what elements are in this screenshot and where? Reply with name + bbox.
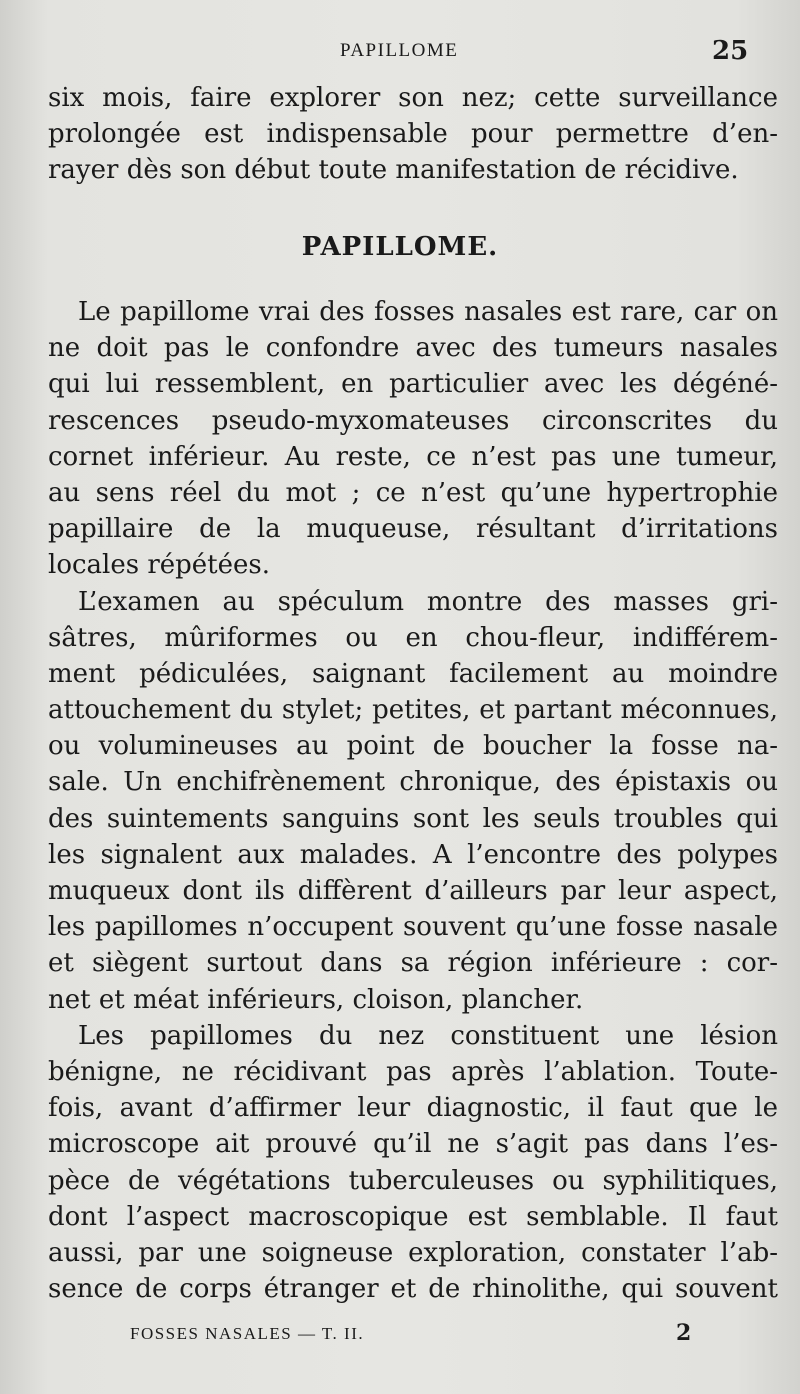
text-line: des suintements sanguins sont les seuls troubles qui <box>48 803 778 834</box>
text-line: Le papillome vrai des fosses nasales est rare, car on <box>78 297 778 327</box>
text-line: ne doit pas le confondre avec des tumeurs nasales <box>48 333 778 364</box>
text-line: microscope ait prouvé qu’il ne s’agit pas dans l’es- <box>48 1129 778 1160</box>
paragraph <box>48 294 778 584</box>
text-line: et siègent surtout dans sa région inférieure : cor- <box>48 948 778 979</box>
text-line: attouchement du stylet; petites, et partant méconnues, <box>48 695 778 726</box>
text-line: cornet inférieur. Au reste, ce n’est pas une tumeur, <box>48 441 778 472</box>
text-line: locales répétées. <box>48 550 271 581</box>
text-line: les papillomes n’occupent souvent qu’une fosse nasale <box>48 912 778 943</box>
text-line: qui lui ressemblent, en particulier avec les dégéné- <box>48 369 778 400</box>
text-line: rayer dès son début toute manifestation de récidive. <box>48 155 739 186</box>
text-line: net et méat inférieurs, cloison, plancher. <box>48 984 584 1015</box>
text-line: prolongée est indispensable pour permettre d’en- <box>48 119 778 150</box>
section-heading: PAPILLOME. <box>301 232 499 262</box>
text-line: pèce de végétations tuberculeuses ou syphilitiques, <box>48 1165 778 1196</box>
text-line: L’examen au spéculum montre des masses gri- <box>78 586 778 617</box>
text-line: muqueux dont ils diffèrent d’ailleurs par leur aspect, <box>48 876 778 906</box>
text-line: six mois, faire explorer son nez; cette surveillance <box>48 83 778 113</box>
running-header <box>0 36 800 66</box>
text-line: fois, avant d’affirmer leur diagnostic, il faut que le <box>48 1093 778 1124</box>
paragraph <box>48 1018 778 1308</box>
page-number: 25 <box>712 36 749 66</box>
text-line: dont l’aspect macroscopique est semblable. Il faut <box>48 1201 778 1232</box>
signature-number: 2 <box>676 1320 692 1346</box>
text-line: aussi, par une soigneuse exploration, constater l’ab- <box>48 1237 778 1268</box>
signature-mark: FOSSES NASALES — T. II. <box>130 1324 365 1343</box>
text-line: les signalent aux malades. A l’encontre des polypes <box>48 839 778 870</box>
signature-footer <box>0 1320 800 1352</box>
section-body <box>48 294 778 1307</box>
text-line: rescences pseudo-myxomateuses circonscrites du <box>48 405 778 436</box>
text-line: Les papillomes du nez constituent une lésion <box>78 1020 778 1051</box>
text-line: ou volumineuses au point de boucher la fosse na- <box>48 731 778 762</box>
running-title: PAPILLOME <box>340 40 459 61</box>
text-line: ment pédiculées, saignant facilement au moindre <box>48 658 778 689</box>
text-line: sence de corps étranger et de rhinolithe, qui souvent <box>48 1274 778 1305</box>
text-line: sâtres, mûriformes ou en chou-fleur, indifférem- <box>48 622 778 653</box>
text-line: papillaire de la muqueuse, résultant d’irritations <box>48 514 778 545</box>
continued-paragraph <box>48 80 778 189</box>
text-line: au sens réel du mot ; ce n’est qu’une hypertrophie <box>48 477 778 508</box>
text-line: bénigne, ne récidivant pas après l’ablation. Toute- <box>48 1056 778 1087</box>
text-line: sale. Un enchifrènement chronique, des épistaxis ou <box>48 767 778 798</box>
paragraph <box>48 584 778 1018</box>
